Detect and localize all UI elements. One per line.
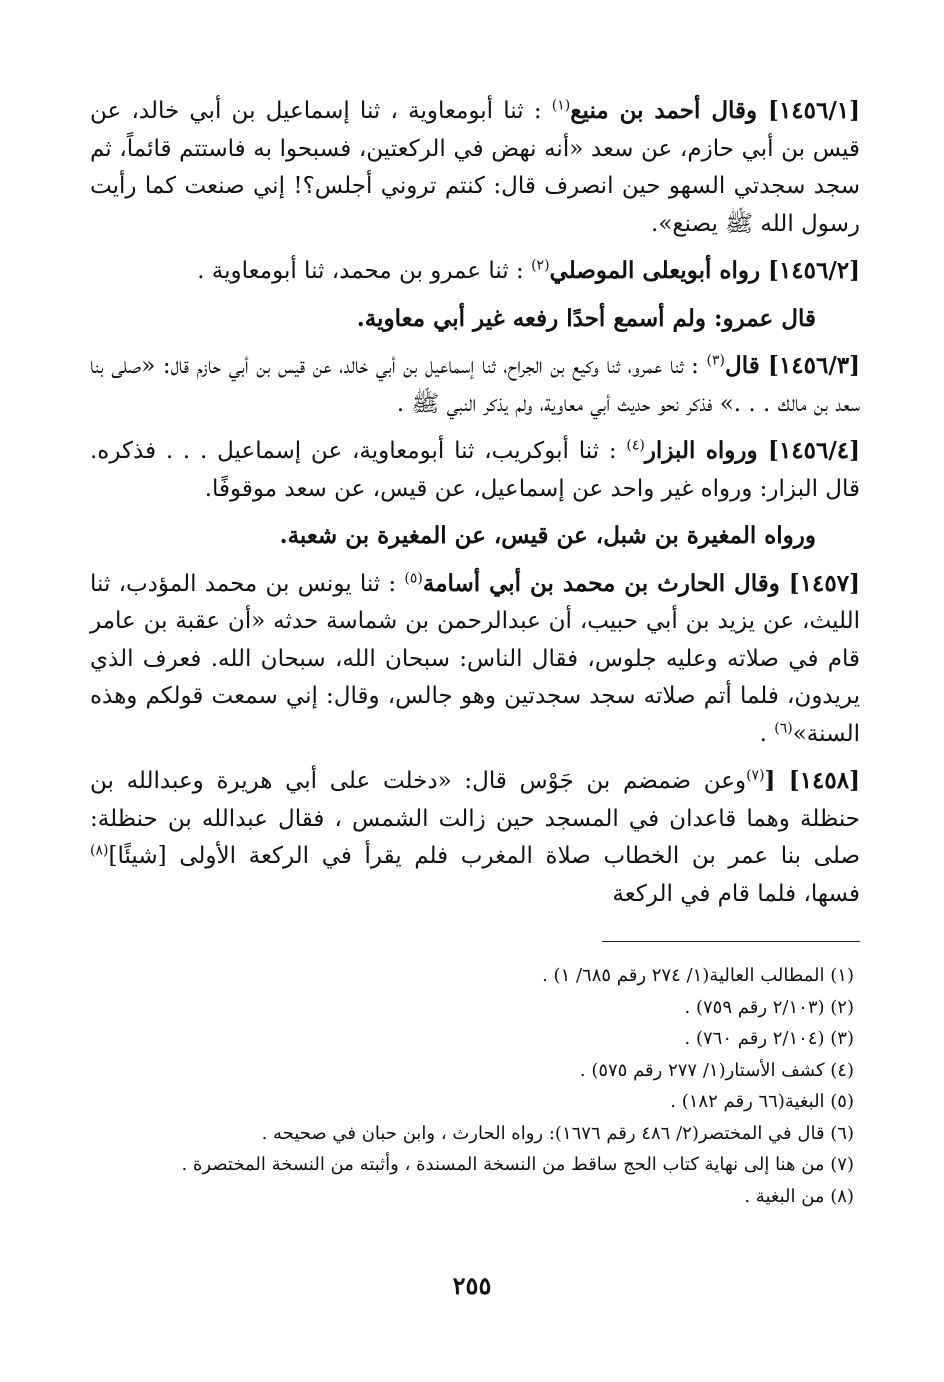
footnote-ref[interactable]: (٣) [706,352,725,369]
hadith-paragraph [90,762,860,913]
footnote-ref[interactable]: (٨) [90,842,109,859]
footnote: (٥) البغية(٦٦ رقم ١٨٢) . [670,1091,854,1112]
footnote: (٢) (٢/١٠٣ رقم ٧٥٩) . [684,996,854,1018]
page-number: ٢٥٥ [452,1271,492,1300]
footnote: (٤) كشف الأستار(١/ ٢٧٧ رقم ٥٧٥) . [579,1059,854,1081]
footnote: (٧) من هنا إلى نهاية كتاب الحج ساقط من النسخة المسندة ، وأثبته من النسخة المختصرة . [181,1154,854,1175]
hadith-text: : ثنا عمرو، ثنا وكيع بن الجراح، ثنا إسماعيل بن أبي خالد، عن قيس بن أبي حازم قال: «صلى بنا سعد بن مالك . . .» فذكر نحو حديث أبي معاوية، ولم يذكر النبي ﷺ . [90,353,860,417]
footnote-ref[interactable]: (٢) [531,257,550,274]
hadith-paragraph [90,252,860,291]
hadith-tail: . [759,720,775,747]
main-text [90,92,860,913]
footnote: (٨) من البغية . [744,1185,854,1207]
hadith-text: : ثنا أبوكريب، ثنا أبومعاوية، عن إسماعيل . . . فذكره. قال البزار: ورواه غير واحد عن إسماعيل، عن قيس، عن سعد موقوفًا. [90,438,860,502]
remark-text: قال عمرو: ولم أسمع أحدًا رفعه غير أبي معاوية. [356,304,816,332]
footnote: (٣) (٢/١٠٤ رقم ٧٦٠) . [684,1028,854,1049]
hadith-lead: [١٤٥٦/٤] ورواه البزار [644,437,861,464]
remark-text: ورواه المغيرة بن شبل، عن قيس، عن المغيرة بن شعبة. [279,522,816,549]
hadith-paragraph [90,347,860,423]
footnote: (١) المطالب العالية(١/ ٢٧٤ رقم ٦٨٥/ ١) . [542,965,854,986]
hadith-lead: [١٤٥٦/٢] رواه أبويعلى الموصلي [549,257,860,284]
hadith-text: وعن ضمضم بن جَوْس قال: «دخلت على أبي هريرة وعبدالله بن حنظلة وهما قاعدان في المسجد حين زالت الشمس ، فقال عبدالله بن حنظلة: صلى بنا عمر بن الخطاب صلاة المغرب فلم يقرأ في الركعة الأولى [شيئًا] [90,768,860,869]
hadith-paragraph [90,565,860,754]
hadith-lead: [١٤٥٨] [ [764,767,860,794]
hadith-paragraph [90,92,860,243]
hadith-text: : ثنا عمرو بن محمد، ثنا أبومعاوية . [197,258,532,284]
footnote-ref[interactable]: (٥) [404,569,423,586]
footnotes [90,960,860,1212]
footnote-ref[interactable]: (٧) [746,767,765,784]
hadith-lead: [١٤٥٧] وقال الحارث بن محمد بن أبي أسامة [422,569,860,597]
hadith-lead: [١٤٥٦/٣] قال [725,352,861,379]
hadith-text: : ثنا أبومعاوية ، ثنا إسماعيل بن أبي خالد، عن قيس بن أبي حازم، عن سعد «أنه نهض في الركعتين، فسبحوا به فاستتم قائماً، ثم سجد سجدتي السهو حين انصرف قال: كنتم تروني أجلس؟! إني صنعت كما رأيت رسول الله ﷺ يصنع». [90,98,860,237]
hadith-paragraph [90,432,860,508]
hadith-tail: فسها، فلما قام في الركعة [612,880,860,907]
footnote-ref[interactable]: (٦) [774,719,793,736]
footnote: (٦) قال في المختصر(٢/ ٤٨٦ رقم ١٦٧٦): رواه الحارث ، وابن حبان في صحيحه . [261,1122,854,1144]
footnote-divider [602,941,860,942]
narrator-remark [90,517,860,556]
hadith-text: : ثنا يونس بن محمد المؤدب، ثنا الليث، عن يزيد بن أبي حبيب، أن عبدالرحمن بن شماسة حدثه «أن عقبة بن عامر قام في صلاته وعليه جلوس، فقال الناس: سبحان الله، سبحان الله. فعرف الذي يريدون، فلما أتم صلاته سجد سجدتين وهو جالس، وقال: إني سمعت قولكم وهذه السنة» [90,570,860,747]
narrator-remark [90,300,860,339]
footnote-ref[interactable]: (١) [551,97,571,114]
footnote-ref[interactable]: (٤) [626,437,645,454]
hadith-lead: [١٤٥٦/١] وقال أحمد بن منيع [570,97,860,124]
